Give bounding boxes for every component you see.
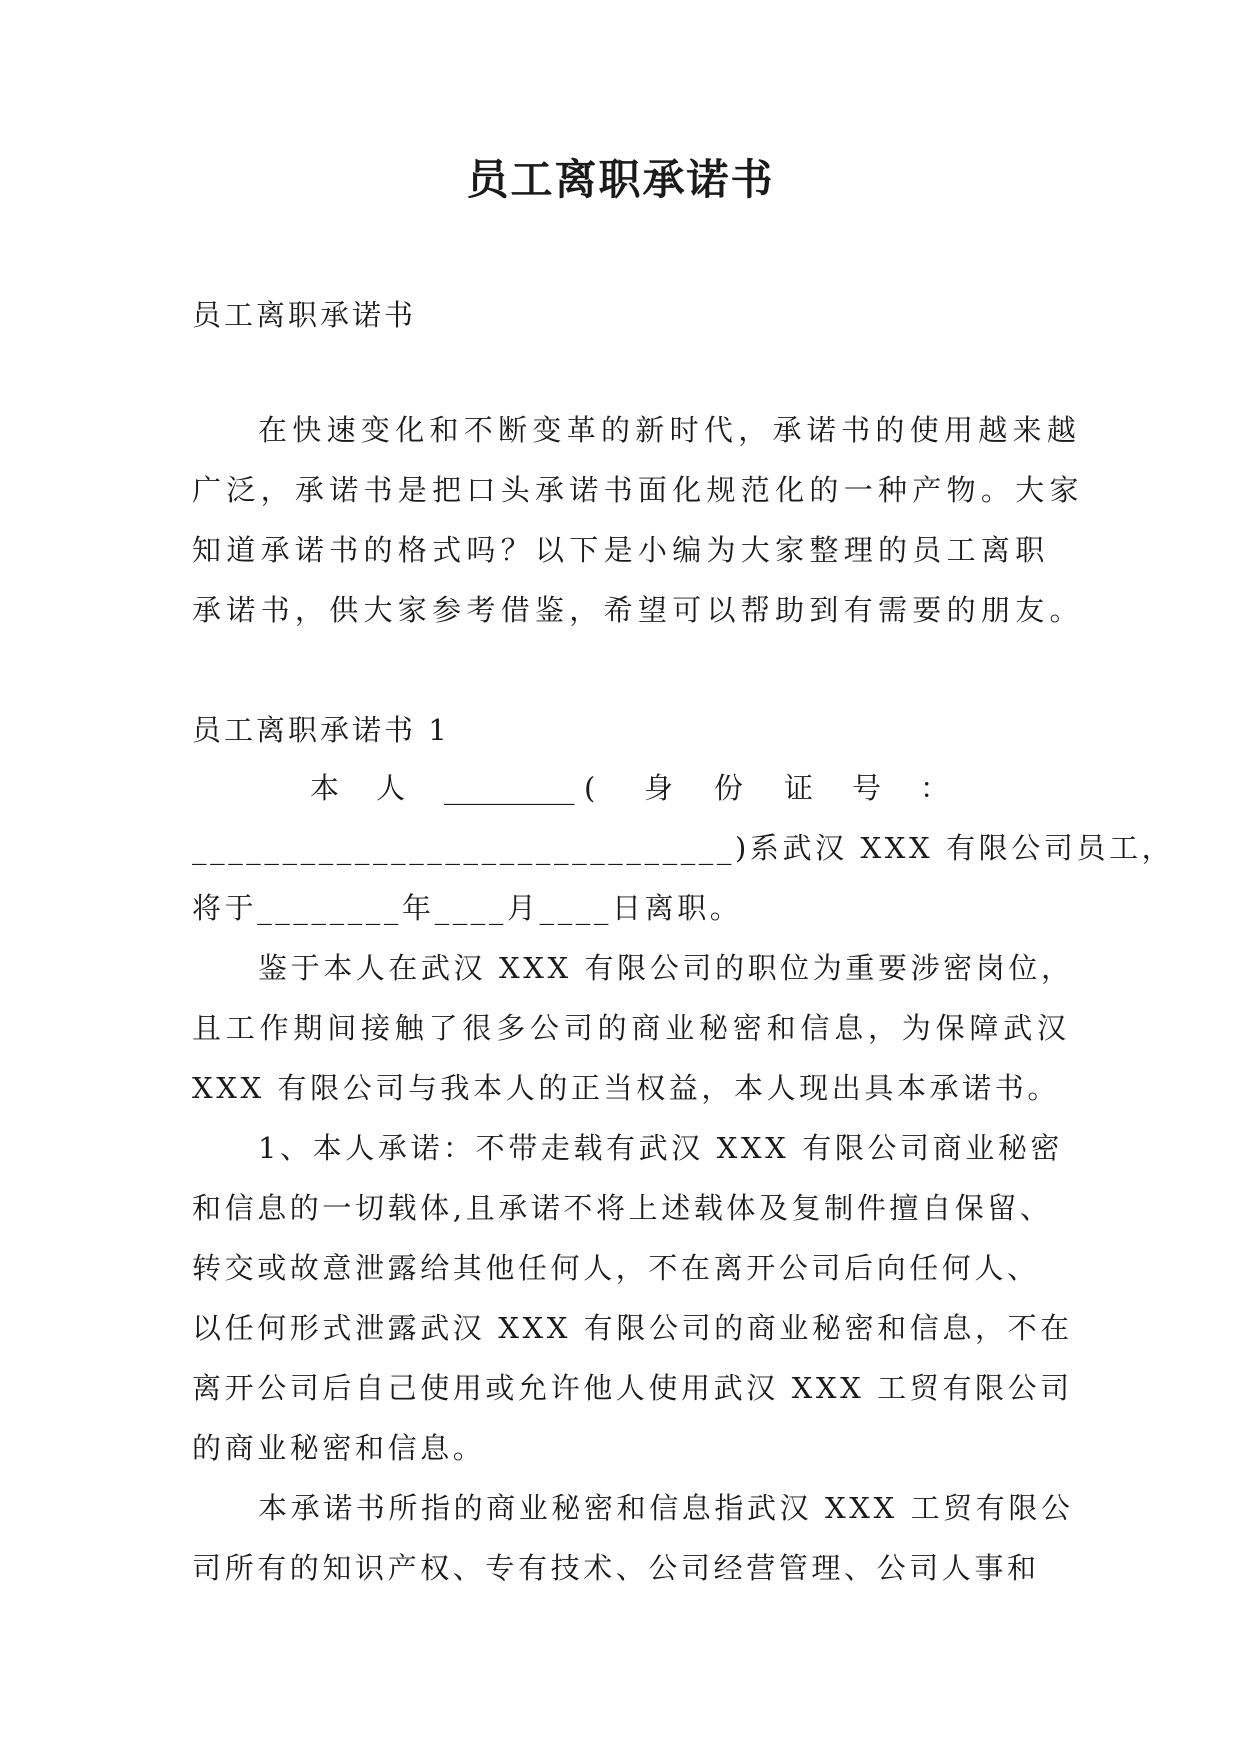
declaration-char: 号 bbox=[852, 771, 886, 805]
intro-line: 承诺书，供大家参考借鉴，希望可以帮助到有需要的朋友。 bbox=[192, 593, 1084, 627]
paragraph-line: 本承诺书所指的商业秘密和信息指武汉 XXX 工贸有限公 bbox=[258, 1491, 1074, 1525]
section-heading: 员工离职承诺书 1 bbox=[192, 713, 450, 747]
paragraph-line: XXX 有限公司与我本人的正当权益，本人现出具本承诺书。 bbox=[192, 1071, 1060, 1105]
paragraph-line: 的商业秘密和信息。 bbox=[192, 1431, 486, 1465]
intro-line: 广泛，承诺书是把口头承诺书面化规范化的一种产物。大家 bbox=[192, 473, 1084, 507]
paragraph-line: 离开公司后自己使用或允许他人使用武汉 XXX 工贸有限公司 bbox=[192, 1371, 1073, 1405]
declaration-line: ______________________________)系武汉 XXX 有限公司员工， bbox=[192, 831, 1175, 865]
paragraph-line: 转交或故意泄露给其他任何人，不在离开公司后向任何人、 bbox=[192, 1251, 1040, 1285]
paragraph-line: 1、本人承诺：不带走载有武汉 XXX 有限公司商业秘密 bbox=[258, 1131, 1064, 1165]
declaration-char: 本 bbox=[310, 771, 344, 805]
paragraph-line: 以任何形式泄露武汉 XXX 有限公司的商业秘密和信息，不在 bbox=[192, 1311, 1073, 1345]
declaration-char: 证 bbox=[784, 771, 818, 805]
paragraph-line: 和信息的一切载体,且承诺不将上述载体及复制件擅自保留、 bbox=[192, 1191, 1053, 1225]
declaration-char: ( bbox=[584, 771, 600, 805]
declaration-char: 身 bbox=[644, 771, 678, 805]
declaration-char: ： bbox=[920, 771, 954, 805]
name-blank: _________ bbox=[444, 771, 575, 805]
subheading: 员工离职承诺书 bbox=[192, 298, 417, 332]
declaration-line: 将于________年____月____日离职。 bbox=[192, 891, 743, 925]
paragraph-line: 且工作期间接触了很多公司的商业秘密和信息，为保障武汉 bbox=[192, 1011, 1071, 1045]
intro-line: 知道承诺书的格式吗？以下是小编为大家整理的员工离职 bbox=[192, 533, 1050, 567]
paragraph-line: 司所有的知识产权、专有技术、公司经营管理、公司人事和 bbox=[192, 1551, 1040, 1585]
paragraph-line: 鉴于本人在武汉 XXX 有限公司的职位为重要涉密岗位， bbox=[258, 951, 1074, 985]
declaration-char: 人 bbox=[376, 771, 410, 805]
intro-line: 在快速变化和不断变革的新时代，承诺书的使用越来越 bbox=[258, 413, 1082, 447]
declaration-char: 份 bbox=[714, 771, 748, 805]
document-title: 员工离职承诺书 bbox=[466, 155, 775, 204]
